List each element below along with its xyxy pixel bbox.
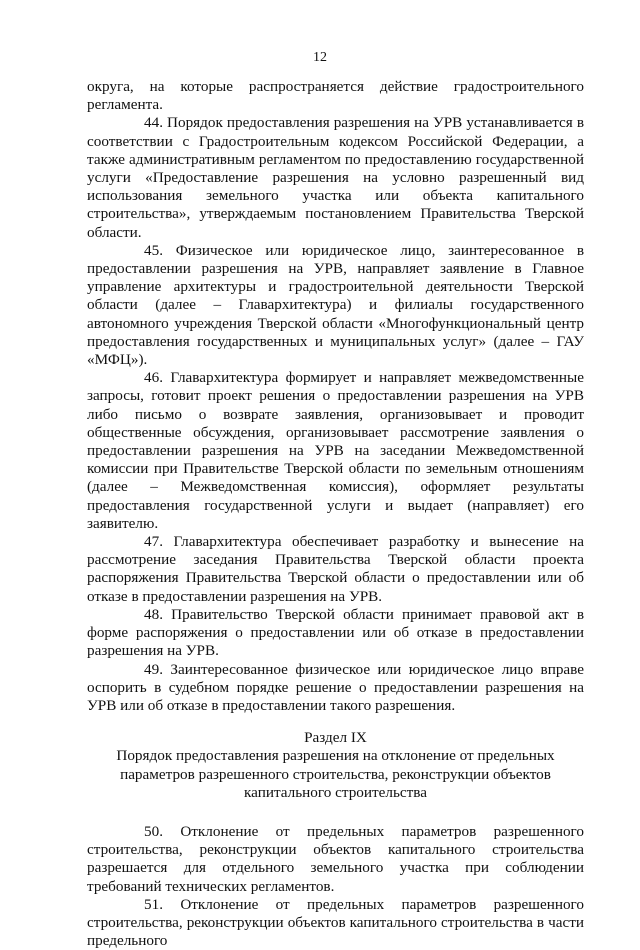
section-heading: Раздел IX — [304, 729, 367, 747]
section-title: Порядок предоставления разрешения на отклонение от предельных параметров разрешенного строительства, реконструкции объектов капитального строительства — [116, 747, 555, 801]
paragraphs-before — [87, 78, 584, 715]
document-body — [87, 78, 584, 950]
paragraph-46: 46. Главархитектура формирует и направляет межведомственные запросы, готовит проект решения о предоставлении разрешения на УРВ либо письмо о возврате заявления, организовывает и проводит общественные обсуждения, организовывает рассмотрение заявления о предоставлении разрешения на УРВ на заседании Межведомственной комиссии при Правительстве Тверской области по земельным отношениям (далее – Межведомственная комиссия), оформляет результаты предоставления государственной услуги и выдает (направляет) его заявителю. — [87, 369, 584, 532]
paragraph-47: 47. Главархитектура обеспечивает разработку и вынесение на рассмотрение заседания Правительства Тверской области проекта распоряжения Правительства Тверской области о предоставлении или об отказе в предоставлении разрешения на УРВ. — [87, 533, 584, 605]
page-number: 12 — [313, 50, 327, 65]
paragraph-50: 50. Отклонение от предельных параметров разрешенного строительства, реконструкции объектов капитального строительства разрешается для отдельного земельного участка при соблюдении требований технических регламентов. — [87, 822, 584, 895]
paragraph-49: 49. Заинтересованное физическое или юридическое лицо вправе оспорить в судебном порядке решение о предоставлении разрешения на УРВ или об отказе в предоставлении такого разрешения. — [87, 660, 584, 714]
paragraph-continuation: округа, на которые распространяется действие градостроительного регламента. — [87, 78, 584, 114]
paragraph-44: 44. Порядок предоставления разрешения на УРВ устанавливается в соответствии с Градостроительным кодексом Российской Федерации, а также административным регламентом по предоставлению государственной услуги «Предоставление разрешения на условно разрешенный вид использования земельного участка или объекта капитального строительства», утверждаемым постановлением Правительства Тверской области. — [87, 114, 584, 241]
paragraph-45: 45. Физическое или юридическое лицо, заинтересованное в предоставлении разрешения на УРВ, направляет заявление в Главное управление архитектуры и градостроительной деятельности Тверской области (далее – Главархитектура) и филиалы государственного автономного учреждения Тверской области «Многофункциональный центр предоставления государственных и муниципальных услуг» (далее – ГАУ «МФЦ»). — [87, 241, 584, 369]
paragraph-51: 51. Отклонение от предельных параметров разрешенного строительства, реконструкции объектов капитального строительства в части предельного — [87, 895, 584, 950]
paragraph-48: 48. Правительство Тверской области принимает правовой акт в форме распоряжения о предоставлении или об отказе в предоставлении разрешения на УРВ. — [87, 605, 584, 660]
paragraphs-after — [87, 823, 584, 950]
section-spacer — [87, 802, 584, 823]
